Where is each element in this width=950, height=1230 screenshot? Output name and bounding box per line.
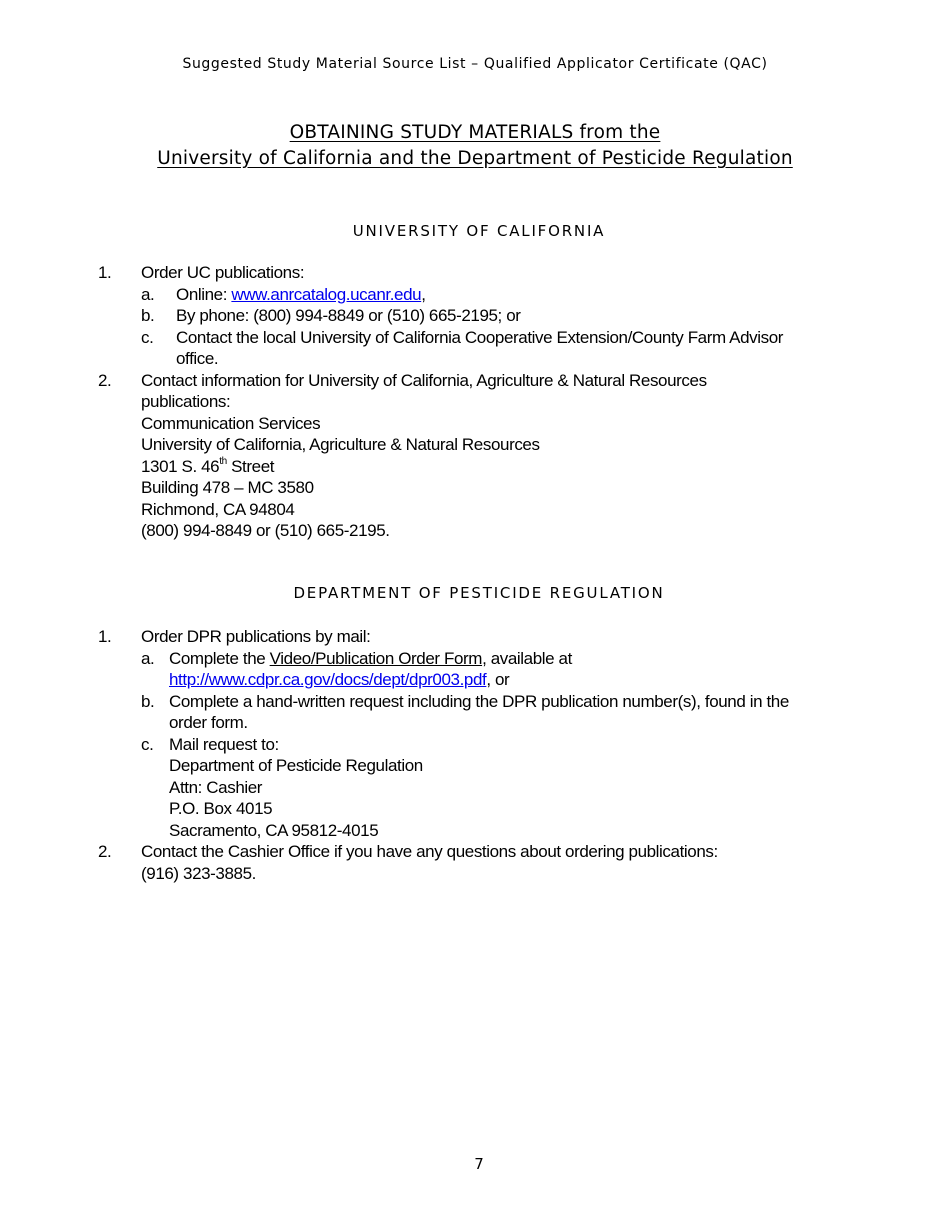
uc-address-org: Communication Services: [141, 413, 321, 433]
page-title: [0, 120, 950, 172]
dpr-item-1a: [141, 648, 858, 691]
uc-item-1b: [141, 305, 858, 327]
dpr-item-1c-text: Mail request to:: [169, 734, 279, 754]
uc-item-1a-suffix: ,: [421, 284, 426, 304]
order-form-pdf-link[interactable]: http://www.cdpr.ca.gov/docs/dept/dpr003.pdf: [169, 670, 487, 689]
uc-address-street: [141, 456, 858, 478]
dpr-item-2: [98, 841, 858, 884]
dpr-item-1b-line-2: order form.: [169, 713, 248, 732]
uc-item-1a-letter: a.: [141, 284, 155, 304]
dpr-item-2-line-2: (916) 323-3885.: [141, 863, 256, 883]
uc-item-1c-line-1: Contact the local University of California Cooperative Extension/County Farm Advisor: [176, 327, 784, 347]
dpr-item-1a-letter: a.: [141, 648, 155, 668]
dpr-item-1c-letter: c.: [141, 734, 154, 754]
dpr-item-1b-line-1: Complete a hand-written request including the DPR publication number(s), found in the: [169, 691, 789, 711]
dpr-item-1b: [141, 691, 858, 734]
uc-address-building: Building 478 – MC 3580: [141, 478, 314, 497]
uc-item-1c: [141, 327, 858, 370]
uc-item-1b-text: By phone: (800) 994-8849 or (510) 665-2195; or: [176, 306, 521, 325]
uc-section-heading: UNIVERSITY OF CALIFORNIA: [352, 222, 606, 240]
uc-item-1c-letter: c.: [141, 327, 154, 347]
dpr-section-heading: DEPARTMENT OF PESTICIDE REGULATION: [293, 584, 665, 602]
uc-street-number: 1301 S. 46: [141, 456, 220, 476]
uc-item-1: [98, 262, 858, 370]
dpr-item-1: [98, 626, 858, 841]
uc-item-1c-line-2: office.: [176, 349, 219, 368]
uc-item-1b-letter: b.: [141, 306, 155, 325]
dpr-address-line: Sacramento, CA 95812-4015: [169, 820, 379, 840]
dpr-item-1-text: Order DPR publications by mail:: [141, 627, 371, 646]
dpr-address-line: Attn: Cashier: [169, 777, 263, 797]
uc-item-2-number: 2.: [98, 370, 112, 390]
order-form-name: Video/Publication Order Form: [269, 648, 483, 668]
title-line-2: University of California and the Department of Pesticide Regulation: [157, 148, 793, 169]
dpr-item-1b-letter: b.: [141, 691, 155, 711]
uc-address-phone: (800) 994-8849 or (510) 665-2195.: [141, 521, 390, 540]
uc-address-city: Richmond, CA 94804: [141, 499, 295, 519]
dpr-item-1a-link-suffix: , or: [486, 670, 510, 689]
uc-item-2-line-1: Contact information for University of California, Agriculture & Natural Resources: [141, 370, 707, 390]
uc-address-dept: University of California, Agriculture & Natural Resources: [141, 435, 540, 454]
uc-list: [98, 262, 858, 542]
running-header: Suggested Study Material Source List – Qualified Applicator Certificate (QAC): [182, 56, 768, 72]
dpr-item-1-number: 1.: [98, 627, 112, 646]
uc-item-2: [98, 370, 858, 542]
uc-item-2-line-2: publications:: [141, 392, 231, 411]
uc-item-1-number: 1.: [98, 263, 112, 282]
dpr-address-line: P.O. Box 4015: [169, 799, 273, 818]
dpr-item-1a-suffix: , available at: [482, 648, 572, 668]
uc-item-1-text: Order UC publications:: [141, 263, 305, 282]
dpr-address-line: Department of Pesticide Regulation: [169, 756, 423, 775]
uc-item-1a: [141, 284, 858, 306]
dpr-list: [98, 626, 858, 884]
dpr-item-1c: [141, 734, 858, 842]
title-line-1: OBTAINING STUDY MATERIALS from the: [289, 122, 661, 143]
dpr-item-2-number: 2.: [98, 842, 112, 861]
anrcatalog-link[interactable]: www.anrcatalog.ucanr.edu: [231, 284, 422, 304]
uc-item-1a-prefix: Online:: [176, 284, 232, 304]
uc-street-suffix: Street: [226, 456, 275, 476]
page-number: 7: [474, 1155, 484, 1173]
dpr-item-2-line-1: Contact the Cashier Office if you have any questions about ordering publications:: [141, 842, 718, 861]
dpr-item-1a-prefix: Complete the: [169, 648, 270, 668]
uc-street-ordinal: th: [219, 455, 227, 467]
